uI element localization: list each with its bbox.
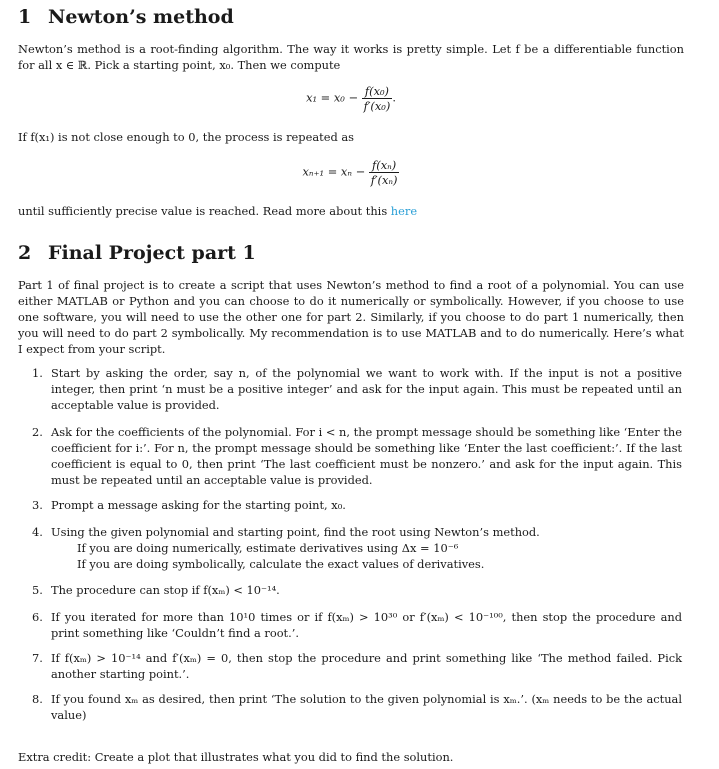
- list-item-text: If you found xₘ as desired, then print ‘The solution to the given polynomial is xₘ.’. (xₘ needs to be the actual value): [51, 692, 682, 722]
- requirements-list: [32, 365, 682, 731]
- section-2-intro: Part 1 of final project is to create a script that uses Newton’s method to find a root of a polynomial. You can use either MATLAB or Python and you can choose to do it numerically or symbolically. However, if you choose to use one software, you will need to use the other one for part 2. Similarly, if you choose to do part 1 numerically, then you will need to do part 2 symbolically. My recommendation is to use MATLAB and to do numerically. Here’s what I expect from your script.: [18, 278, 684, 356]
- list-item: 7. If f(xₘ) > 10⁻¹⁴ and f′(xₘ) = 0, then stop the procedure and print something like ‘The method failed. Pick another starting point.’.: [32, 651, 682, 681]
- section-2-title: Final Project part 1: [48, 242, 256, 264]
- list-item-text: If f(xₘ) > 10⁻¹⁴ and f′(xₘ) = 0, then stop the procedure and print something like ‘The method failed. Pick another starting point.’.: [51, 651, 682, 681]
- list-item-subtext: If you are doing numerically, estimate derivatives using Δx = 10⁻⁶: [77, 541, 459, 555]
- equation-1-numerator: f(x₀): [362, 84, 393, 99]
- list-item-subtext: If you are doing symbolically, calculate the exact values of derivatives.: [77, 557, 485, 571]
- equation-2: [18, 158, 684, 187]
- equation-2-numerator: f(xₙ): [369, 158, 400, 173]
- list-item: 5. The procedure can stop if f(xₘ) < 10⁻¹⁴.: [32, 583, 280, 597]
- list-item: 8. If you found xₘ as desired, then print ‘The solution to the given polynomial is xₘ.’. (xₘ needs to be the actual value): [32, 692, 682, 722]
- until-text-line: [18, 203, 684, 219]
- section-1-heading: [18, 6, 234, 28]
- list-item-text: Ask for the coefficients of the polynomial. For i < n, the prompt message should be something like ‘Enter the coefficient for i:’. For n, the prompt message should be something like ‘Enter the last coefficient:’. If the last coefficient is equal to 0, then print ‘The last coefficient must be nonzero.’ and ask for the input again. This must be repeated until an acceptable value is provided.: [51, 425, 682, 487]
- list-item: 3. Prompt a message asking for the starting point, x₀.: [32, 498, 346, 512]
- equation-1-period: .: [392, 90, 396, 105]
- equation-1: [18, 84, 684, 113]
- equation-1-denominator: f′(x₀): [363, 99, 391, 113]
- list-item-text: Using the given polynomial and starting point, find the root using Newton’s method.: [51, 525, 540, 539]
- list-item: 6. If you iterated for more than 10¹0 times or if f(xₘ) > 10³⁰ or f′(xₘ) < 10⁻¹⁰⁰, then stop the procedure and print something like ‘Couldn’t find a root.’.: [32, 610, 682, 640]
- until-text: until sufficiently precise value is reached. Read more about this: [18, 204, 388, 218]
- list-item-text: If you iterated for more than 10¹0 times or if f(xₘ) > 10³⁰ or f′(xₘ) < 10⁻¹⁰⁰, then stop the procedure and print something like ‘Couldn’t find a root.’.: [51, 610, 682, 640]
- section-2-heading: [18, 242, 256, 264]
- list-item: 4. Using the given polynomial and starting point, find the root using Newton’s method. If you are doing numerically, estimate derivatives using Δx = 10⁻⁶ If you are doing symbolically, calculate the exact values of derivatives.: [32, 524, 682, 572]
- equation-2-lhs: xₙ₊₁ = xₙ −: [302, 164, 366, 179]
- equation-1-fraction: [362, 84, 393, 113]
- list-item: 1. Start by asking the order, say n, of the polynomial we want to work with. If the input is not a positive integer, then print ‘n must be a positive integer’ and ask for the input again. This must be repeated until an acceptable value is provided.: [32, 366, 682, 412]
- list-item-text: The procedure can stop if f(xₘ) < 10⁻¹⁴.: [51, 583, 280, 597]
- equation-2-fraction: [369, 158, 400, 187]
- section-1-intro: Newton’s method is a root-finding algorithm. The way it works is pretty simple. Let f be a differentiable function for all x ∈ ℝ. Pick a starting point, x₀. Then we compute: [18, 42, 684, 72]
- here-link[interactable]: here: [390, 204, 418, 218]
- list-item-text: Prompt a message asking for the starting point, x₀.: [51, 498, 346, 512]
- equation-1-lhs: x₁ = x₀ −: [306, 90, 358, 105]
- list-item: 2. Ask for the coefficients of the polynomial. For i < n, the prompt message should be something like ‘Enter the coefficient for i:’. For n, the prompt message should be something like ‘Enter the last coefficient:’. If the last coefficient is equal to 0, then print ‘The last coefficient must be nonzero.’ and ask for the input again. This must be repeated until an acceptable value is provided.: [32, 425, 682, 487]
- section-2-number: 2: [18, 242, 32, 264]
- extra-credit: Extra credit: Create a plot that illustrates what you did to find the solution.: [18, 750, 454, 764]
- section-1-title: Newton’s method: [48, 6, 234, 28]
- equation-2-denominator: f′(xₙ): [370, 173, 398, 187]
- list-item-text: Start by asking the order, say n, of the polynomial we want to work with. If the input is not a positive integer, then print ‘n must be a positive integer’ and ask for the input again. This must be repeated until an acceptable value is provided.: [51, 366, 682, 412]
- section-1-number: 1: [18, 6, 32, 28]
- repeat-text: If f(x₁) is not close enough to 0, the process is repeated as: [18, 130, 354, 144]
